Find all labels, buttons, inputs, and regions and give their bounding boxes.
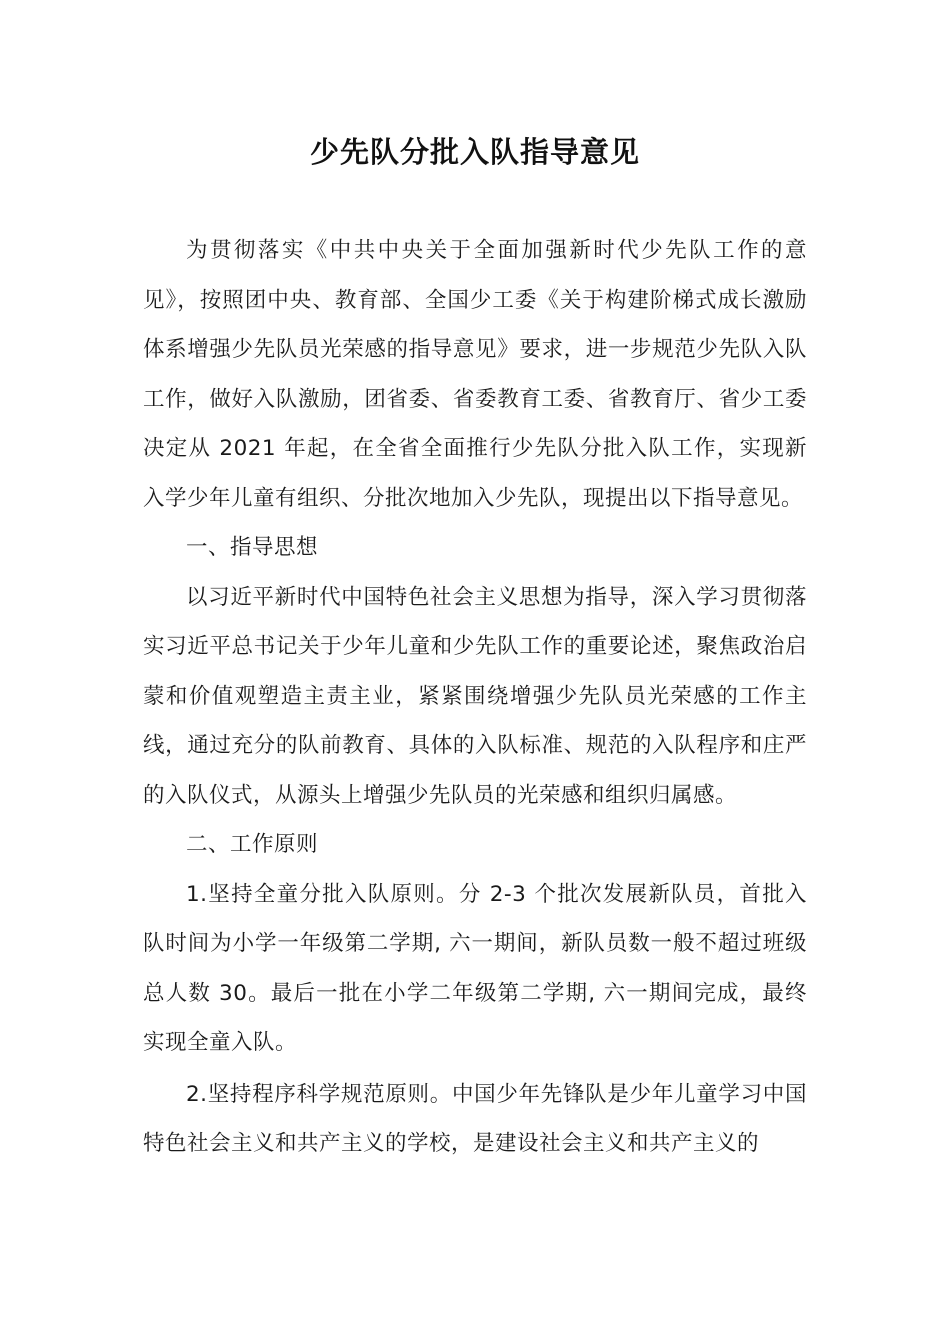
document-title: 少先队分批入队指导意见 <box>309 135 640 169</box>
paragraph-guiding-ideology: 以习近平新时代中国特色社会主义思想为指导，深入学习贯彻落实习近平总书记关于少年儿童和少先队工作的重要论述，聚焦政治启蒙和价值观塑造主责主业，紧紧围绕增强少先队员光荣感的工作主线，通过充分的队前教育、具体的入队标准、规范的入队程序和庄严的入队仪式，从源头上增强少先队员的光荣感和组织归属感。 <box>143 584 807 808</box>
paragraph-principle-2: 2.坚持程序科学规范原则。中国少年先锋队是少年儿童学习中国特色社会主义和共产主义的学校，是建设社会主义和共产主义的 <box>143 1081 807 1156</box>
paragraph-intro: 为贯彻落实《中共中央关于全面加强新时代少先队工作的意见》，按照团中央、教育部、全国少工委《关于构建阶梯式成长激励体系增强少先队员光荣感的指导意见》要求，进一步规范少先队入队工作，做好入队激励，团省委、省委教育工委、省教育厅、省少工委决定从 2021 年起，在全省全面推行少先队分批入队工作，实现新入学少年儿童有组织、分批次地加入少先队，现提出以下指导意见。 <box>143 238 807 511</box>
paragraph-principle-1: 1.坚持全童分批入队原则。分 2-3 个批次发展新队员，首批入队时间为小学一年级第二学期, 六一期间，新队员数一般不超过班级总人数 30。最后一批在小学二年级第二学期, 六一期间完成，最终实现全童入队。 <box>143 881 807 1055</box>
section-heading-guiding-ideology: 一、指导思想 <box>186 535 319 560</box>
section-heading-work-principles: 二、工作原则 <box>186 832 319 857</box>
document-body <box>143 226 807 1169</box>
